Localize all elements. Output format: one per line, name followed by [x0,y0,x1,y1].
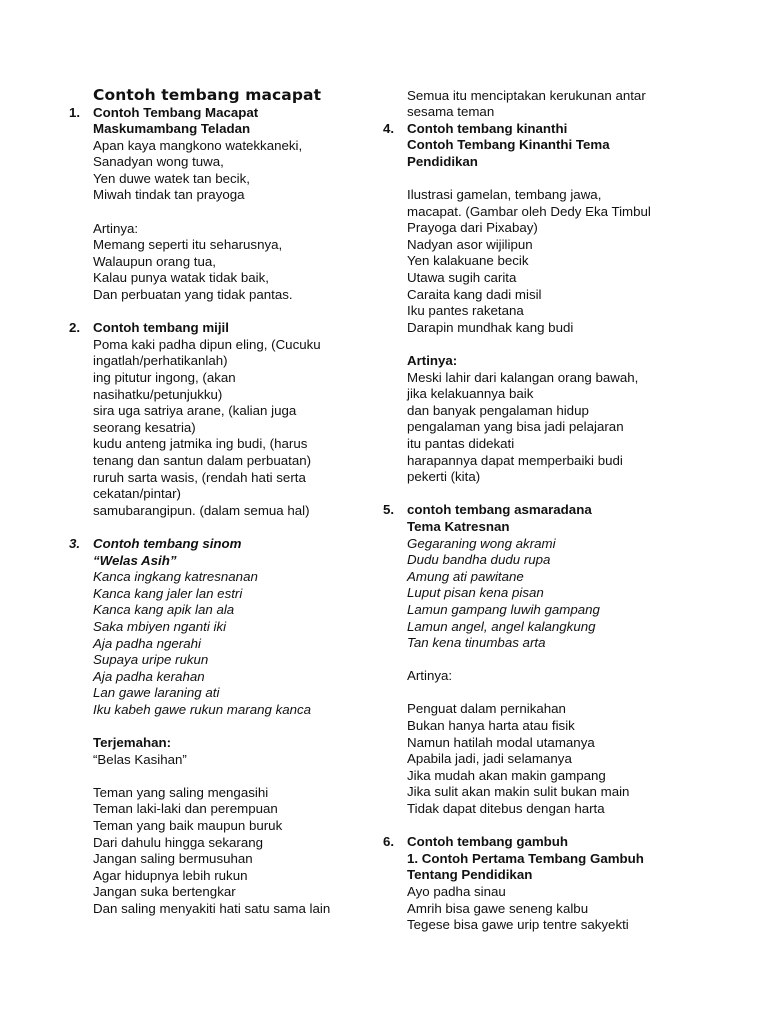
text-line: tenang dan santun dalam perbuatan) [93,452,312,468]
verse-line: Luput pisan kena pisan [407,585,544,601]
text-line: Semua itu menciptakan kerukunan antar [407,87,646,103]
translation-line: Teman yang saling mengasihi [93,784,269,800]
section-number: 1. [69,104,81,120]
text-line: samubarangipun. (dalam semua hal) [93,502,310,518]
artinya-label: Artinya: [407,353,458,368]
verse-line: Tan kena tinumbas arta [407,635,546,651]
section-1-heading: 1. Contoh Tembang Macapat [69,104,259,120]
translation-line: Teman laki-laki dan perempuan [93,801,278,817]
verse-line: Dudu bandha dudu rupa [407,552,551,568]
section-6-heading: 6. Contoh tembang gambuh [383,834,569,850]
verse-line: Sanadyan wong tuwa, [93,154,224,170]
text-line: ing pitutur ingong, (akan [93,370,236,385]
translation-line: Dan saling menyakiti hati satu sama lain [93,901,331,916]
verse-line: Lamun gampang luwih gampang [407,601,600,617]
text-line: sesama teman [407,104,495,120]
verse-line: Lamun angel, angel kalangkung [407,618,596,634]
translation-line: Teman yang baik maupun buruk [93,818,283,834]
image-caption: Prayoga dari Pixabay) [407,220,538,236]
artinya-label: Artinya: [407,668,453,684]
section-1-subheading: Maskumambang Teladan [93,121,251,137]
section-number: 5. [383,502,395,518]
verse-line: Kanca ingkang katresnanan [93,569,258,585]
verse-line: Utawa sugih carita [407,270,517,286]
section-4-subheading: Contoh Tembang Kinanthi Tema [407,137,610,153]
translation-line: Jika mudah akan makin gampang [407,767,606,783]
text-line: seorang kesatria) [93,419,196,435]
section-6-subheading: 1. Contoh Pertama Tembang Gambuh [407,850,644,866]
text-line: Poma kaki padha dipun eling, (Cucuku [93,336,321,352]
translation-line: dan banyak pengalaman hidup [407,402,589,418]
text-line: nasihatku/petunjukku) [93,386,223,402]
translation-line: pengalaman yang bisa jadi pelajaran [407,419,624,435]
verse-line: Ayo padha sinau [407,884,506,899]
page-title: Contoh tembang macapat [93,86,322,104]
verse-line: Iku kabeh gawe rukun marang kanca [93,701,312,717]
section-5-subheading: Tema Katresnan [407,518,510,534]
translation-line: Apabila jadi, jadi selamanya [407,751,572,767]
section-3-subheading: “Welas Asih” [93,552,177,568]
translation-line: Dari dahulu hingga sekarang [93,834,264,850]
section-6-subheading: Tentang Pendidikan [407,867,533,883]
section-number: 2. [69,320,81,336]
translation-line: itu pantas didekati [407,435,515,451]
text-line: ruruh sarta wasis, (rendah hati serta [93,469,306,485]
section-4-heading: 4. Contoh tembang kinanthi [383,120,568,136]
translation-line: Dan perbuatan yang tidak pantas. [93,287,293,303]
left-column [65,105,365,918]
section-4-subheading: Pendidikan [407,153,478,169]
text-line: cekatan/pintar) [93,486,181,502]
right-column [379,88,679,934]
verse-line: Darapin mundhak kang budi [407,319,574,335]
verse-line: Yen kalakuane becik [407,253,529,269]
translation-line: jika kelakuannya baik [407,386,534,402]
translation-line: Penguat dalam pernikahan [407,701,566,717]
translation-line: Walaupun orang tua, [93,253,216,269]
translation-line: Jangan saling bermusuhan [93,851,253,867]
translation-line: Tidak dapat ditebus dengan harta [407,801,605,817]
verse-line: Saka mbiyen nganti iki [93,618,227,634]
verse-line: Aja padha kerahan [93,668,205,684]
text-line: sira uga satriya arane, (kalian juga [93,403,297,419]
verse-line: Supaya uripe rukun [93,652,209,668]
verse-line: Lan gawe laraning ati [93,685,220,701]
translation-line: pekerti (kita) [407,469,481,485]
verse-line: Gegaraning wong akrami [407,535,556,551]
verse-line: Aja padha ngerahi [93,635,201,651]
section-number: 6. [383,834,395,850]
artinya-label: Artinya: [93,220,139,236]
verse-line: Tegese bisa gawe urip tentre sakyekti [407,917,629,933]
verse-line: Amrih bisa gawe seneng kalbu [407,900,589,916]
terjemahan-title: “Belas Kasihan” [93,751,187,767]
translation-line: Namun hatilah modal utamanya [407,734,595,750]
translation-line: Meski lahir dari kalangan orang bawah, [407,369,639,385]
translation-line: Jangan suka bertengkar [93,884,236,900]
terjemahan-label: Terjemahan: [93,735,172,751]
verse-line: Yen duwe watek tan becik, [93,170,250,186]
translation-line: Jika sulit akan makin sulit bukan main [407,784,630,800]
text-line: ingatlah/perhatikanlah) [93,353,228,369]
section-3-heading: 3. Contoh tembang sinom [69,535,242,551]
text-line: kudu anteng jatmika ing budi, (harus [93,436,308,452]
section-number: 4. [383,120,395,136]
verse-line: Apan kaya mangkono watekkaneki, [93,137,303,153]
section-5-heading: 5. contoh tembang asmaradana [383,502,592,518]
translation-line: Memang seperti itu seharusnya, [93,237,283,253]
section-number: 3. [69,535,81,551]
image-caption: Ilustrasi gamelan, tembang jawa, [407,187,602,203]
verse-line: Iku pantes raketana [407,303,524,319]
translation-line: harapannya dapat memperbaiki budi [407,452,623,468]
verse-line: Caraita kang dadi misil [407,286,542,302]
section-2-heading: 2. Contoh tembang mijil [69,320,229,336]
verse-line: Miwah tindak tan prayoga [93,187,245,203]
translation-line: Agar hidupnya lebih rukun [93,867,248,883]
translation-line: Bukan hanya harta atau fisik [407,718,575,734]
image-caption: macapat. (Gambar oleh Dedy Eka Timbul [407,203,651,219]
verse-line: Amung ati pawitane [407,568,524,584]
verse-line: Kanca kang jaler lan estri [93,585,243,601]
translation-line: Kalau punya watak tidak baik, [93,270,269,286]
verse-line: Nadyan asor wijilipun [407,236,533,252]
verse-line: Kanca kang apik lan ala [93,602,235,618]
